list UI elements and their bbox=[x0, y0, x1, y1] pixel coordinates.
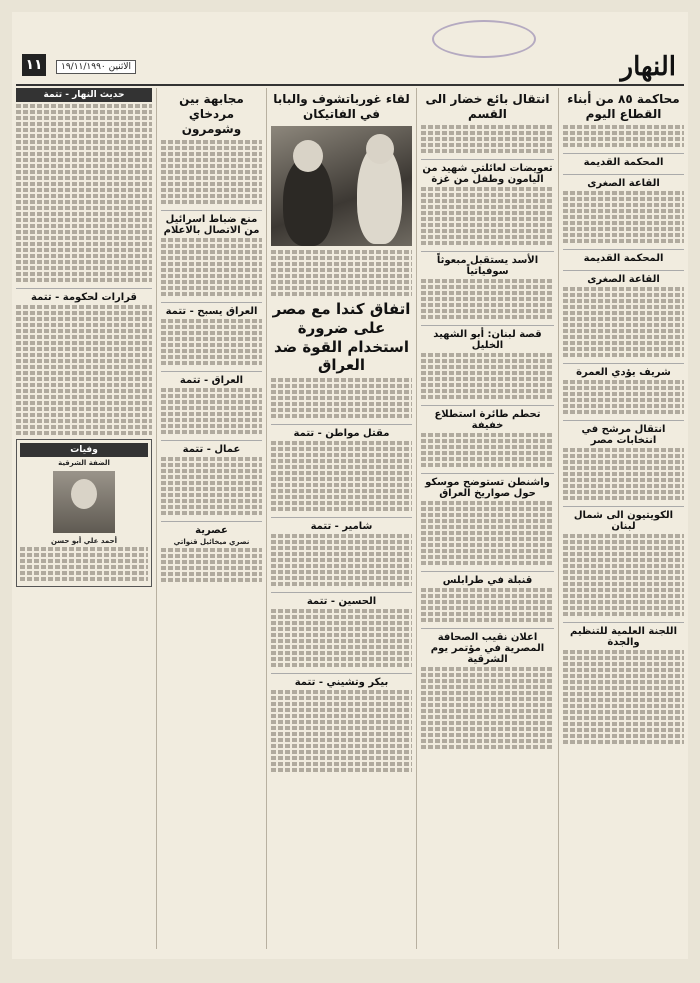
article-text bbox=[421, 501, 554, 565]
section-header: حديث النهار - تتمة bbox=[16, 88, 152, 102]
headline-iraq-cont2: العراق - تتمة bbox=[161, 371, 262, 386]
headline-hussein: الحسين - تتمة bbox=[271, 592, 412, 607]
column-1 bbox=[558, 88, 688, 949]
article-text bbox=[563, 650, 684, 744]
headline-baker: بيكر وتشيني - تتمة bbox=[271, 673, 412, 688]
headline-bomb: قنبلة في طرابلس bbox=[421, 571, 554, 586]
subhead: المحكمة القديمة bbox=[563, 249, 684, 264]
author-signature: نصري ميخائيل قنواتي bbox=[173, 538, 250, 546]
headline-aircraft: تحطم طائرة استطلاع خفيفة bbox=[421, 405, 554, 431]
article-text bbox=[563, 125, 684, 147]
photo-gorbachev-pope bbox=[271, 126, 412, 246]
article-text bbox=[421, 187, 554, 245]
headline-iraq-cont: العراق يسبح - تتمة bbox=[161, 302, 262, 317]
headline-trial: محاكمة ٨٥ من أبناء القطاع اليوم bbox=[567, 92, 680, 121]
masthead bbox=[16, 48, 684, 86]
article-text bbox=[161, 457, 262, 515]
article-text bbox=[16, 104, 152, 282]
article-text bbox=[20, 547, 148, 581]
article-text bbox=[563, 380, 684, 414]
subhead: القاعة الصغرى bbox=[563, 270, 684, 285]
obituary-box bbox=[16, 439, 152, 587]
article-text bbox=[161, 319, 262, 365]
article-text bbox=[421, 279, 554, 319]
article-text bbox=[271, 534, 412, 586]
subhead: المحكمة القديمة bbox=[563, 153, 684, 168]
headline-asriya: عصرية bbox=[161, 521, 262, 536]
article-text bbox=[563, 448, 684, 500]
article-text bbox=[563, 534, 684, 616]
article-text bbox=[421, 433, 554, 467]
article-text bbox=[421, 353, 554, 399]
headline-missiles: واشنطن تستوضح موسكو حول صواريخ العراق bbox=[421, 473, 554, 499]
face bbox=[71, 479, 97, 509]
article-text bbox=[271, 441, 412, 511]
face bbox=[366, 134, 394, 164]
headline-committee: اللجنة العلمية للتنظيم والجدة bbox=[563, 622, 684, 648]
article-text bbox=[161, 238, 262, 296]
headline-workers: عمال - تتمة bbox=[161, 440, 262, 455]
article-text bbox=[421, 125, 554, 153]
article-text bbox=[421, 588, 554, 622]
newspaper-page bbox=[12, 12, 688, 959]
headline-decisions: قرارات لحكومة - تتمة bbox=[16, 288, 152, 303]
headline-officers: منع ضباط اسرائيل من الاتصال بالاعلام bbox=[161, 210, 262, 236]
article-text bbox=[271, 690, 412, 772]
article-text bbox=[563, 191, 684, 243]
headline-confrontation: مجابهة بين مردخاي وشومرون bbox=[179, 92, 244, 136]
article-text bbox=[563, 287, 684, 357]
headline-press: اعلان نقيب الصحافة المصرية في مؤتمر يوم الشرقية bbox=[421, 628, 554, 665]
face bbox=[293, 140, 323, 172]
article-text bbox=[161, 140, 262, 204]
headline-asad: الأسد يستقبل مبعوثاً سوفياتياً bbox=[421, 251, 554, 277]
column-3 bbox=[266, 88, 416, 949]
headline-canada-egypt: اتفاق كندا مع مصر على ضرورة استخدام القوة ضد العراق bbox=[272, 300, 411, 375]
article-text bbox=[421, 667, 554, 749]
headline-compensation: تعويضات لعائلتي شهيد من اليامون وطفل من غزة bbox=[421, 159, 554, 185]
headline-lebanon-story: قصة لبنان: أبو الشهيد الخليل bbox=[421, 325, 554, 351]
article-text bbox=[161, 388, 262, 434]
headline-gorbachev: لقاء غورباتشوف والبابا في الفاتيكان bbox=[273, 92, 410, 121]
article-text bbox=[271, 609, 412, 667]
headline-killed: مقتل مواطن - تتمة bbox=[271, 424, 412, 439]
obituary-photo bbox=[53, 471, 115, 533]
column-5 bbox=[12, 88, 156, 949]
obituary-header: وفيات bbox=[20, 443, 148, 457]
headline-sharif: شريف يؤدي العمرة bbox=[563, 363, 684, 378]
issue-date: الاثنين ١٩/١١/١٩٩٠ bbox=[56, 60, 136, 74]
subhead: القاعة الصغرى bbox=[563, 174, 684, 189]
article-text bbox=[271, 250, 412, 296]
headline-candidate: انتقال مرشح في انتخابات مصر bbox=[563, 420, 684, 446]
page-number: ١١ bbox=[22, 54, 46, 76]
article-text bbox=[271, 378, 412, 418]
article-text bbox=[16, 305, 152, 435]
newspaper-title: النهار bbox=[620, 52, 676, 82]
column-2 bbox=[416, 88, 558, 949]
headline-shamir: شامير - تتمة bbox=[271, 517, 412, 532]
column-4 bbox=[156, 88, 266, 949]
headline-vendor: انتقال بائع خضار الى القسم bbox=[425, 92, 550, 121]
article-text bbox=[161, 548, 262, 582]
headline-kuwait: الكويتيون الى شمال لبنان bbox=[563, 506, 684, 532]
obituary-name: أحمد علي أبو حسن bbox=[50, 537, 118, 545]
obituary-subheader: الضفة الشرقية bbox=[58, 459, 110, 467]
